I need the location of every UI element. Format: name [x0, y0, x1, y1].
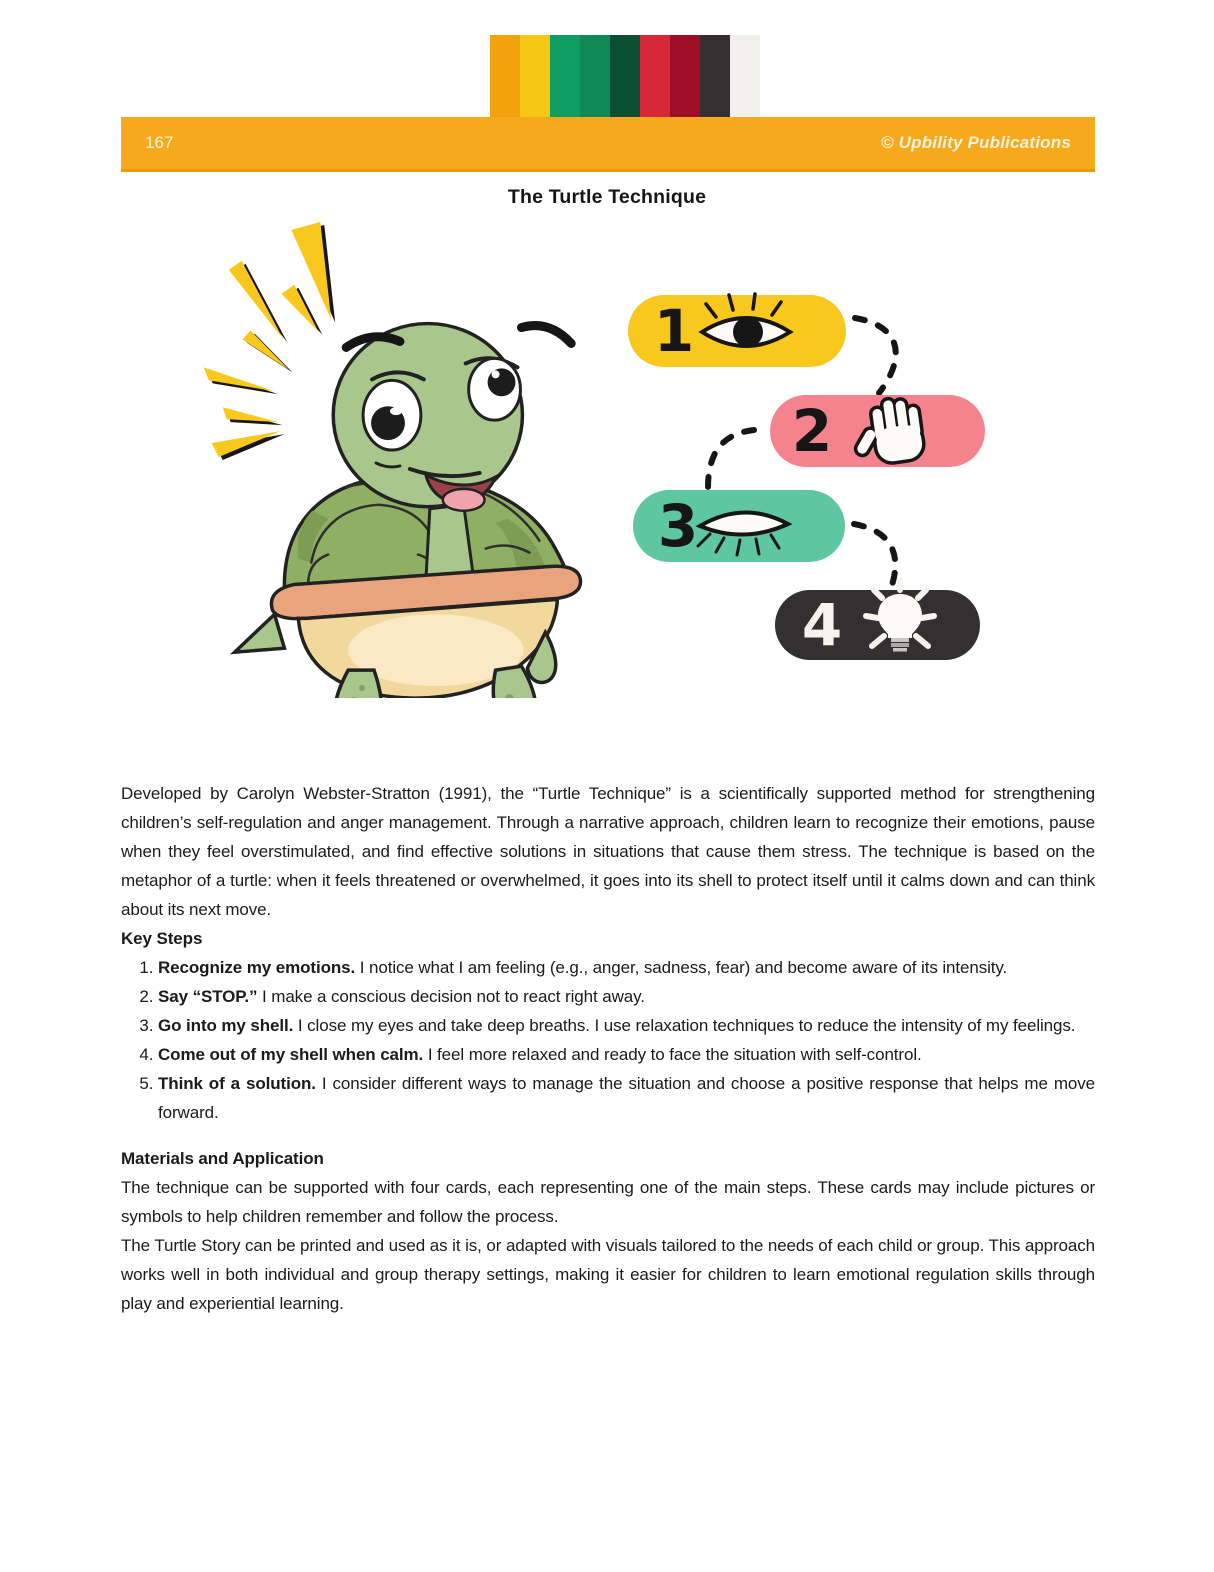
- body-text: [121, 779, 1095, 1318]
- palette-bar: [580, 35, 610, 117]
- palette-bar: [550, 35, 580, 117]
- step-lead: Say “STOP.”: [158, 987, 258, 1006]
- list-item: [158, 953, 1095, 982]
- lightbulb-icon: [866, 580, 934, 652]
- intro-paragraph: Developed by Carolyn Webster-Stratton (1991), the “Turtle Technique” is a scientifically supported method for strengthening children’s self-regulation and anger management. Through a narrative approach, children learn to recognize their emotions, pause when they feel overstimulated, and find effective solutions in situations that cause them stress. The technique is based on the metaphor of a turtle: when it feels threatened or overwhelmed, it goes into its shell to protect itself until it calms down and can think about its next move.: [121, 784, 1095, 919]
- step-text: I notice what I am feeling (e.g., anger, sadness, fear) and become aware of its intensity.: [359, 958, 1008, 977]
- key-steps-list: [121, 953, 1095, 1127]
- step-text: I consider different ways to manage the situation and choose a positive response that helps me move forward.: [158, 1074, 1095, 1122]
- list-item: [158, 982, 1095, 1011]
- turtle-eyebrow: [521, 326, 571, 344]
- palette-bar: [670, 35, 700, 117]
- turtle-head: [333, 324, 571, 511]
- materials-paragraph-1: The technique can be supported with four cards, each representing one of the main steps. These cards may include pictures or symbols to help children remember and follow the process.: [121, 1178, 1095, 1226]
- step-text: I make a conscious decision not to react right away.: [262, 987, 645, 1006]
- page-title: The Turtle Technique: [507, 186, 707, 208]
- palette-bar: [640, 35, 670, 117]
- step-pill-3: [633, 490, 845, 562]
- list-item: [158, 1069, 1095, 1127]
- step-1-number: 1: [653, 297, 695, 365]
- palette-bar: [730, 35, 760, 117]
- page-number: 167: [145, 133, 174, 152]
- turtle-technique-steps-diagram: [612, 272, 1002, 672]
- step-3-number: 3: [657, 492, 699, 560]
- step-lead: Go into my shell.: [158, 1016, 294, 1035]
- materials-heading: Materials and Application: [121, 1149, 324, 1168]
- palette-bar: [610, 35, 640, 117]
- palette-bar: [490, 35, 520, 117]
- step-pill-1: [628, 294, 846, 367]
- header-band: [121, 117, 1095, 172]
- alert-burst-icon: [204, 222, 335, 460]
- step-text: I feel more relaxed and ready to face the situation with self-control.: [427, 1045, 922, 1064]
- turtle-tail: [235, 614, 285, 652]
- palette-bar: [700, 35, 730, 117]
- materials-paragraph-2: The Turtle Story can be printed and used as it is, or adapted with visuals tailored to the needs of each child or group. This approach works well in both individual and group therapy settings, making it easier for children to learn emotional regulation skills through play and experiential learning.: [121, 1236, 1095, 1313]
- step-pill-4: [775, 580, 980, 660]
- list-item: [158, 1011, 1095, 1040]
- step-2-number: 2: [791, 397, 833, 465]
- palette-bar: [520, 35, 550, 117]
- palette-strip: [490, 35, 760, 117]
- step-4-number: 4: [801, 591, 843, 659]
- step-pill-2: [770, 395, 985, 467]
- key-steps-heading: Key Steps: [121, 929, 203, 948]
- step-lead: Come out of my shell when calm.: [158, 1045, 424, 1064]
- list-item: [158, 1040, 1095, 1069]
- step-lead: Recognize my emotions.: [158, 958, 356, 977]
- step-text: I close my eyes and take deep breaths. I use relaxation techniques to reduce the intensity of my feelings.: [297, 1016, 1076, 1035]
- publisher-copyright: © Upbility Publications: [881, 133, 1071, 152]
- step-lead: Think of a solution.: [158, 1074, 316, 1093]
- turtle-neck: [426, 505, 474, 581]
- turtle-illustration: [178, 220, 598, 698]
